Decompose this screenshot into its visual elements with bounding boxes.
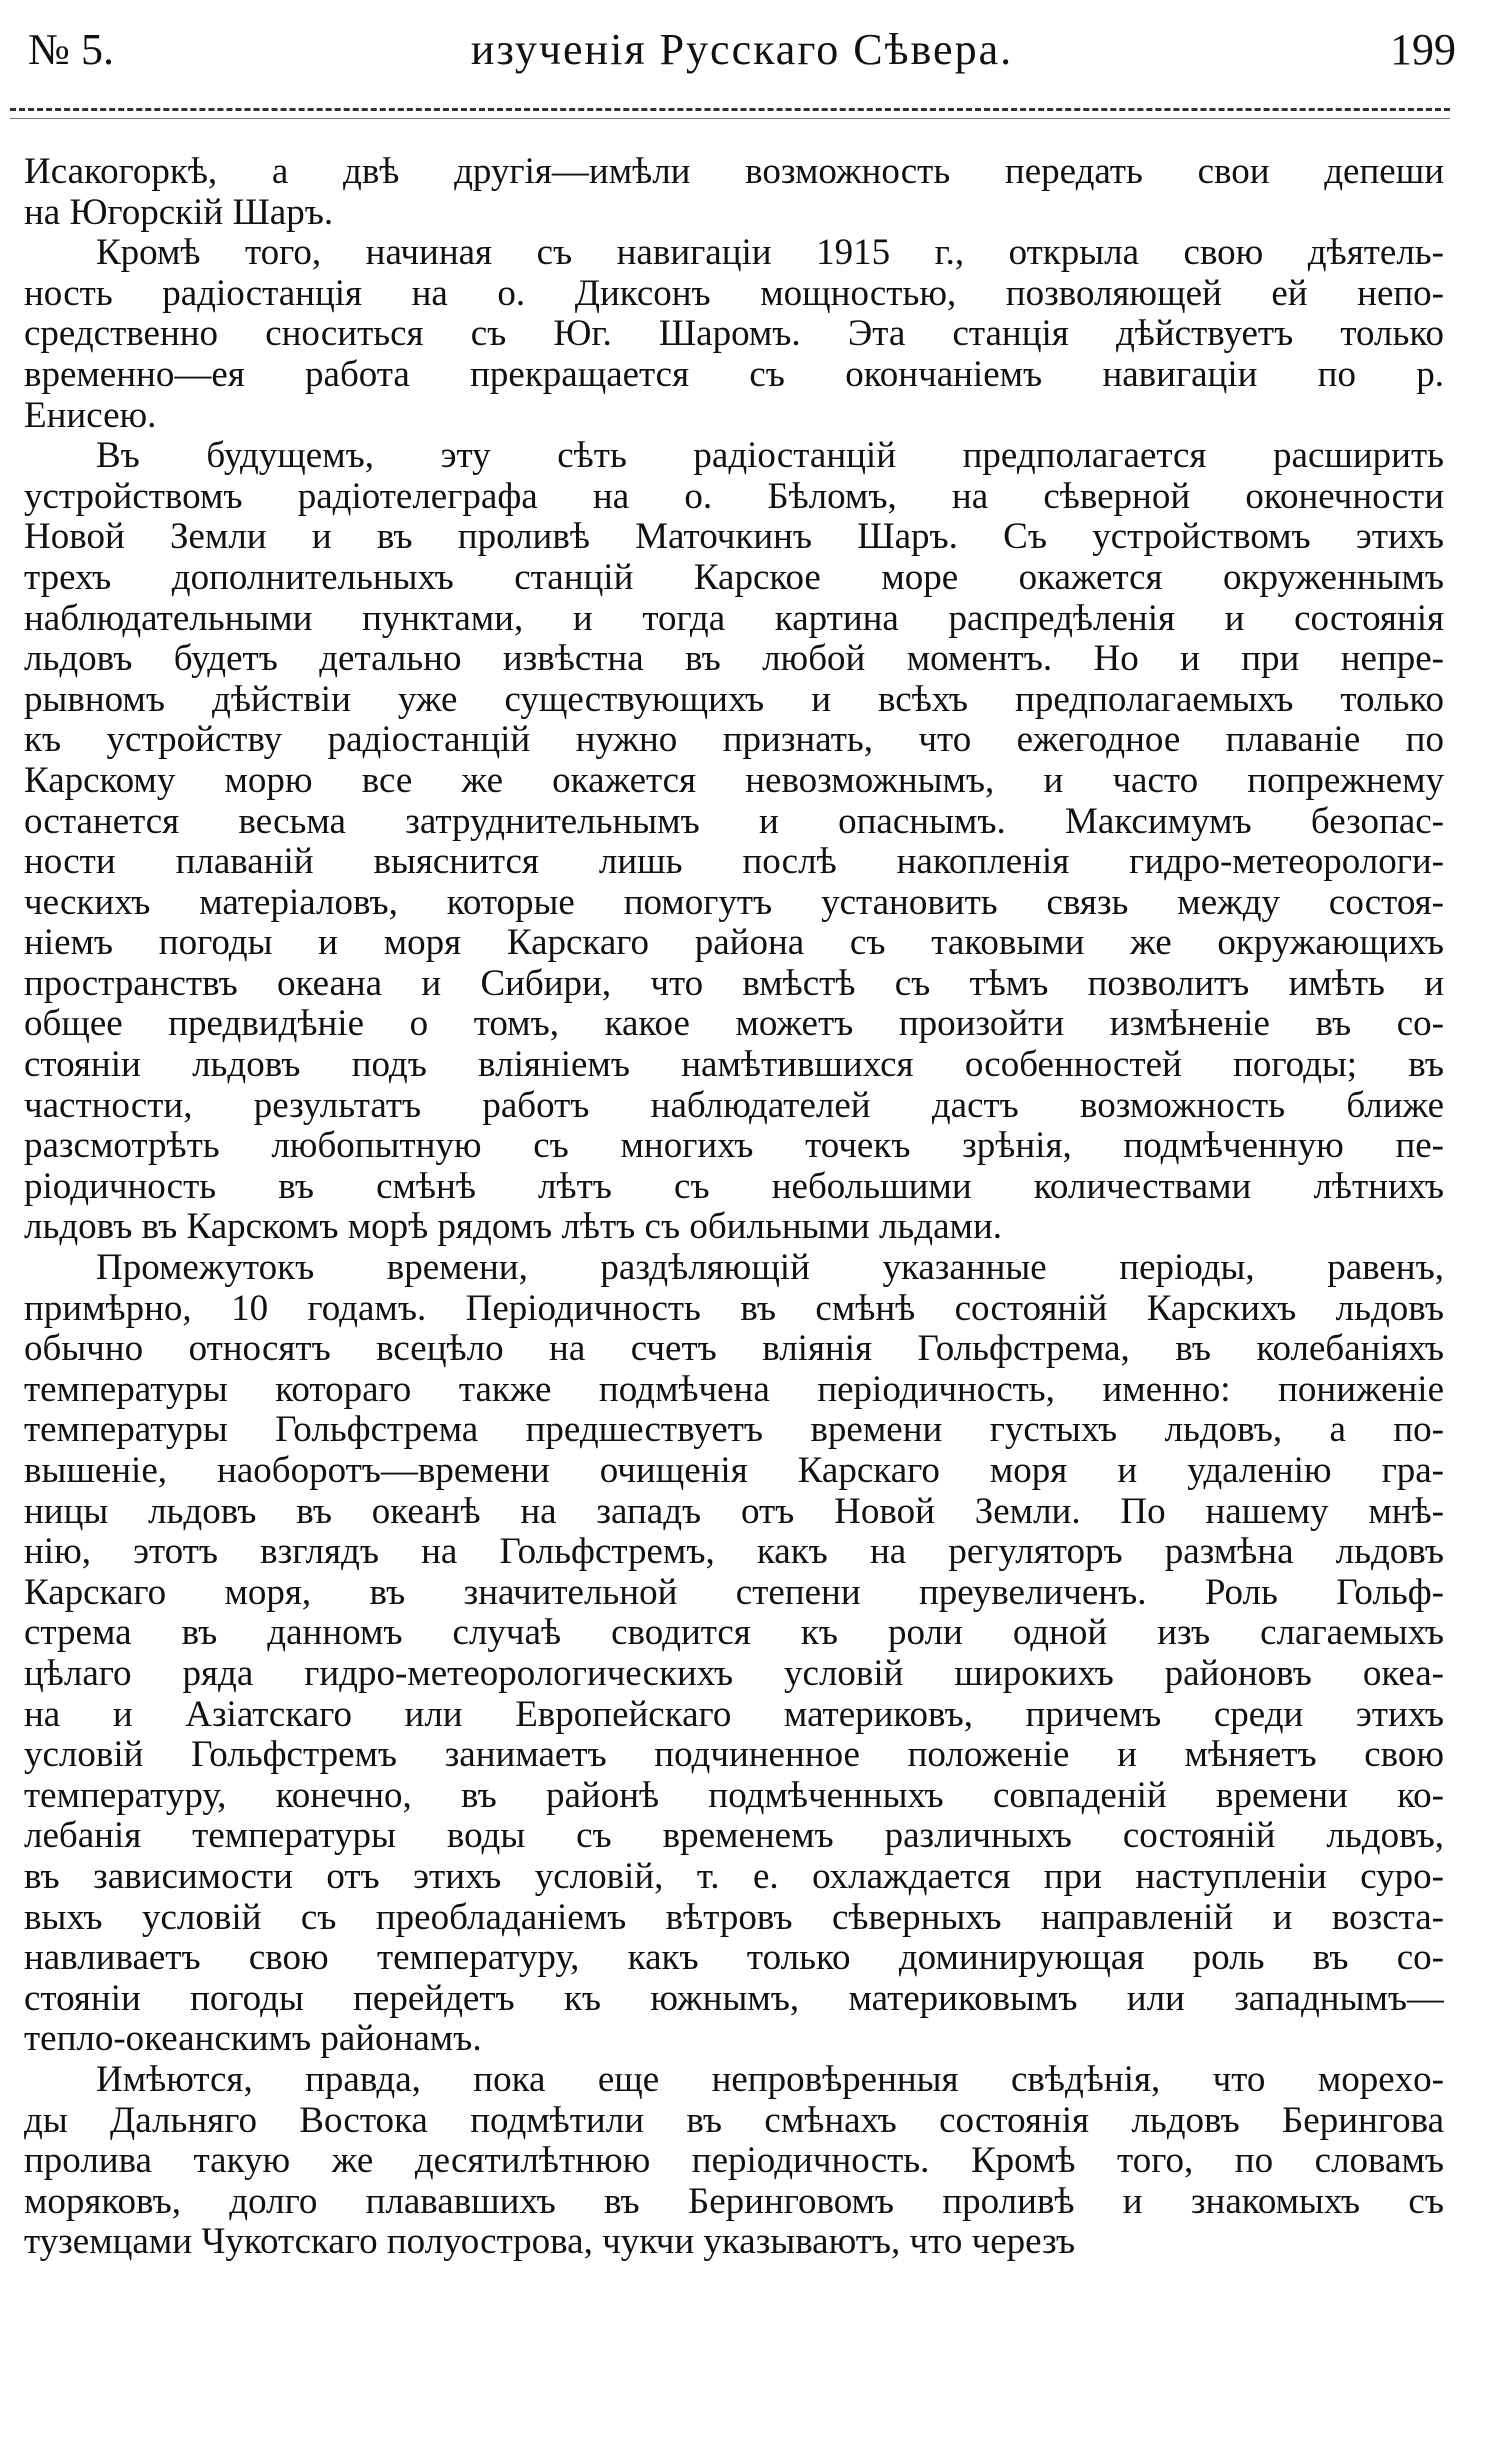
- paragraph: [24, 152, 1444, 233]
- text-line: ды Дальняго Востока подмѣтили въ смѣнахъ состоянія льдовъ Берингова: [24, 2100, 1444, 2141]
- text-line: Въ будущемъ, эту сѣть радіостанцій предполагается расширить: [96, 436, 1444, 477]
- text-line: Имѣются, правда, пока еще непровѣренныя свѣдѣнія, что мореxо-: [96, 2059, 1444, 2100]
- text-line: ріодичность въ смѣнѣ лѣтъ съ небольшими количествами лѣтнихъ: [24, 1166, 1444, 1207]
- paragraph: [24, 436, 1444, 1248]
- text-line: въ зависимости отъ этихъ условій, т. е. охлаждается при наступленіи суро-: [24, 1856, 1444, 1897]
- text-line: на Югорскій Шаръ.: [24, 192, 334, 233]
- text-line: устройствомъ радіотелеграфа на о. Бѣломъ, на сѣверной оконечности: [24, 476, 1444, 517]
- text-line: условій Гольфстремъ занимаетъ подчиненное положеніе и мѣняетъ свою: [24, 1735, 1444, 1776]
- text-line: температуры котораго также подмѣчена періодичность, именно: пониженіе: [24, 1369, 1444, 1410]
- text-line: на и Азіатскаго или Европейскаго материковъ, причемъ среди этихъ: [24, 1694, 1444, 1735]
- text-line: лебанія температуры воды съ временемъ различныхъ состояній льдовъ,: [24, 1816, 1444, 1857]
- text-line: останется весьма затруднительнымъ и опаснымъ. Максимумъ безопас-: [24, 801, 1444, 842]
- text-line: туземцами Чукотскаго полуострова, чукчи указываютъ, что черезъ: [24, 2222, 1076, 2263]
- paragraph: [24, 233, 1444, 436]
- text-line: Новой Земли и въ проливѣ Маточкинъ Шаръ. Съ устройствомъ этихъ: [24, 517, 1444, 558]
- text-line: ность радіостанція на о. Диксонъ мощностью, позволяющей ей непо-: [24, 273, 1444, 314]
- running-title: изученія Русскаго Сѣвера.: [470, 25, 1014, 74]
- text-line: наблюдательными пунктами, и тогда картина распредѣленія и состоянія: [24, 598, 1444, 639]
- text-line: средственно сноситься съ Юг. Шаромъ. Эта станція дѣйствуетъ только: [24, 314, 1444, 355]
- text-line: льдовъ будетъ детально извѣстна въ любой моментъ. Но и при непре-: [24, 639, 1444, 680]
- issue-number: № 5.: [28, 25, 114, 74]
- text-line: Исакогоркѣ, а двѣ другія—имѣли возможность передать свои депеши: [24, 152, 1444, 192]
- text-line: Енисею.: [24, 395, 157, 436]
- text-line: навливаетъ свою температуру, какъ только доминирующая роль въ со-: [24, 1938, 1444, 1979]
- text-line: трехъ дополнительныхъ станцій Карское море окажется окруженнымъ: [24, 557, 1444, 598]
- text-line: вышеніе, наоборотъ—времени очищенія Карскаго моря и удаленію гра-: [24, 1451, 1444, 1491]
- running-header: [28, 20, 1456, 80]
- paragraph: [24, 1248, 1444, 2060]
- text-line: Кромѣ того, начиная съ навигаціи 1915 г., открыла свою дѣятель-: [96, 233, 1444, 274]
- text-line: пролива такую же десятилѣтнюю періодичность. Кромѣ того, по словамъ: [24, 2141, 1444, 2182]
- text-line: ницы льдовъ въ океанѣ на западъ отъ Новой Земли. По нашему мнѣ-: [24, 1491, 1444, 1532]
- text-line: температуру, конечно, въ районѣ подмѣченныхъ совпаденій времени ко-: [24, 1775, 1444, 1816]
- text-line: къ устройству радіостанцій нужно признать, что ежегодное плаваніе по: [24, 720, 1444, 761]
- text-line: стрема въ данномъ случаѣ сводится къ роли одной изъ слагаемыхъ: [24, 1613, 1444, 1654]
- text-line: стояніи погоды перейдетъ къ южнымъ, материковымъ или западнымъ—: [24, 1978, 1444, 2019]
- text-line: льдовъ въ Карскомъ морѣ рядомъ лѣтъ съ обильными льдами.: [24, 1207, 1002, 1248]
- text-line: частности, результатъ работъ наблюдателей дастъ возможность ближе: [24, 1085, 1444, 1126]
- text-line: рывномъ дѣйствіи уже существующихъ и всѣхъ предполагаемыхъ только: [24, 679, 1444, 720]
- text-line: обычно относятъ всецѣло на счетъ вліянія Гольфстрема, въ колебаніяхъ: [24, 1329, 1444, 1370]
- text-line: моряковъ, долго плававшихъ въ Беринговомъ проливѣ и знакомыхъ съ: [24, 2181, 1444, 2222]
- text-line: разсмотрѣть любопытную съ многихъ точекъ зрѣнія, подмѣченную пе-: [24, 1126, 1444, 1167]
- text-line: примѣрно, 10 годамъ. Періодичность въ смѣнѣ состояній Карскихъ льдовъ: [24, 1288, 1444, 1329]
- text-line: стояніи льдовъ подъ вліяніемъ намѣтившихся особенностей погоды; въ: [24, 1045, 1444, 1086]
- header-divider: [10, 108, 1450, 111]
- text-line: тепло-океанскимъ районамъ.: [24, 2019, 482, 2060]
- text-line: нію, этотъ взглядъ на Гольфстремъ, какъ на регуляторъ размѣна льдовъ: [24, 1532, 1444, 1573]
- text-line: общее предвидѣніе о томъ, какое можетъ произойти измѣненіе въ со-: [24, 1004, 1444, 1045]
- text-line: Промежутокъ времени, раздѣляющій указанные періоды, равенъ,: [96, 1248, 1444, 1289]
- text-line: выхъ условій съ преобладаніемъ вѣтровъ сѣверныхъ направленій и возста-: [24, 1897, 1444, 1938]
- text-line: временно—ея работа прекращается съ окончаніемъ навигаціи по р.: [24, 354, 1444, 395]
- page-number: 199: [1390, 25, 1456, 74]
- text-line: ніемъ погоды и моря Карскаго района съ таковыми же окружающихъ: [24, 923, 1444, 964]
- text-line: ности плаваній выяснится лишь послѣ накопленія гидро-метеорологи-: [24, 842, 1444, 883]
- text-line: цѣлаго ряда гидро-метеорологическихъ условій широкихъ районовъ океа-: [24, 1653, 1444, 1694]
- text-line: пространствъ океана и Сибири, что вмѣстѣ съ тѣмъ позволитъ имѣть и: [24, 963, 1444, 1004]
- text-line: температуры Гольфстрема предшествуетъ времени густыхъ льдовъ, а по-: [24, 1410, 1444, 1451]
- header-divider-thin: [10, 118, 1450, 119]
- text-line: Карскаго моря, въ значительной степени преувеличенъ. Роль Гольф-: [24, 1572, 1444, 1613]
- text-line: ческихъ матеріаловъ, которые помогутъ установить связь между состоя-: [24, 882, 1444, 923]
- body-text: [24, 152, 1444, 2263]
- text-line: Карскому морю все же окажется невозможнымъ, и часто попрежнему: [24, 760, 1444, 801]
- paragraph: [24, 2060, 1444, 2263]
